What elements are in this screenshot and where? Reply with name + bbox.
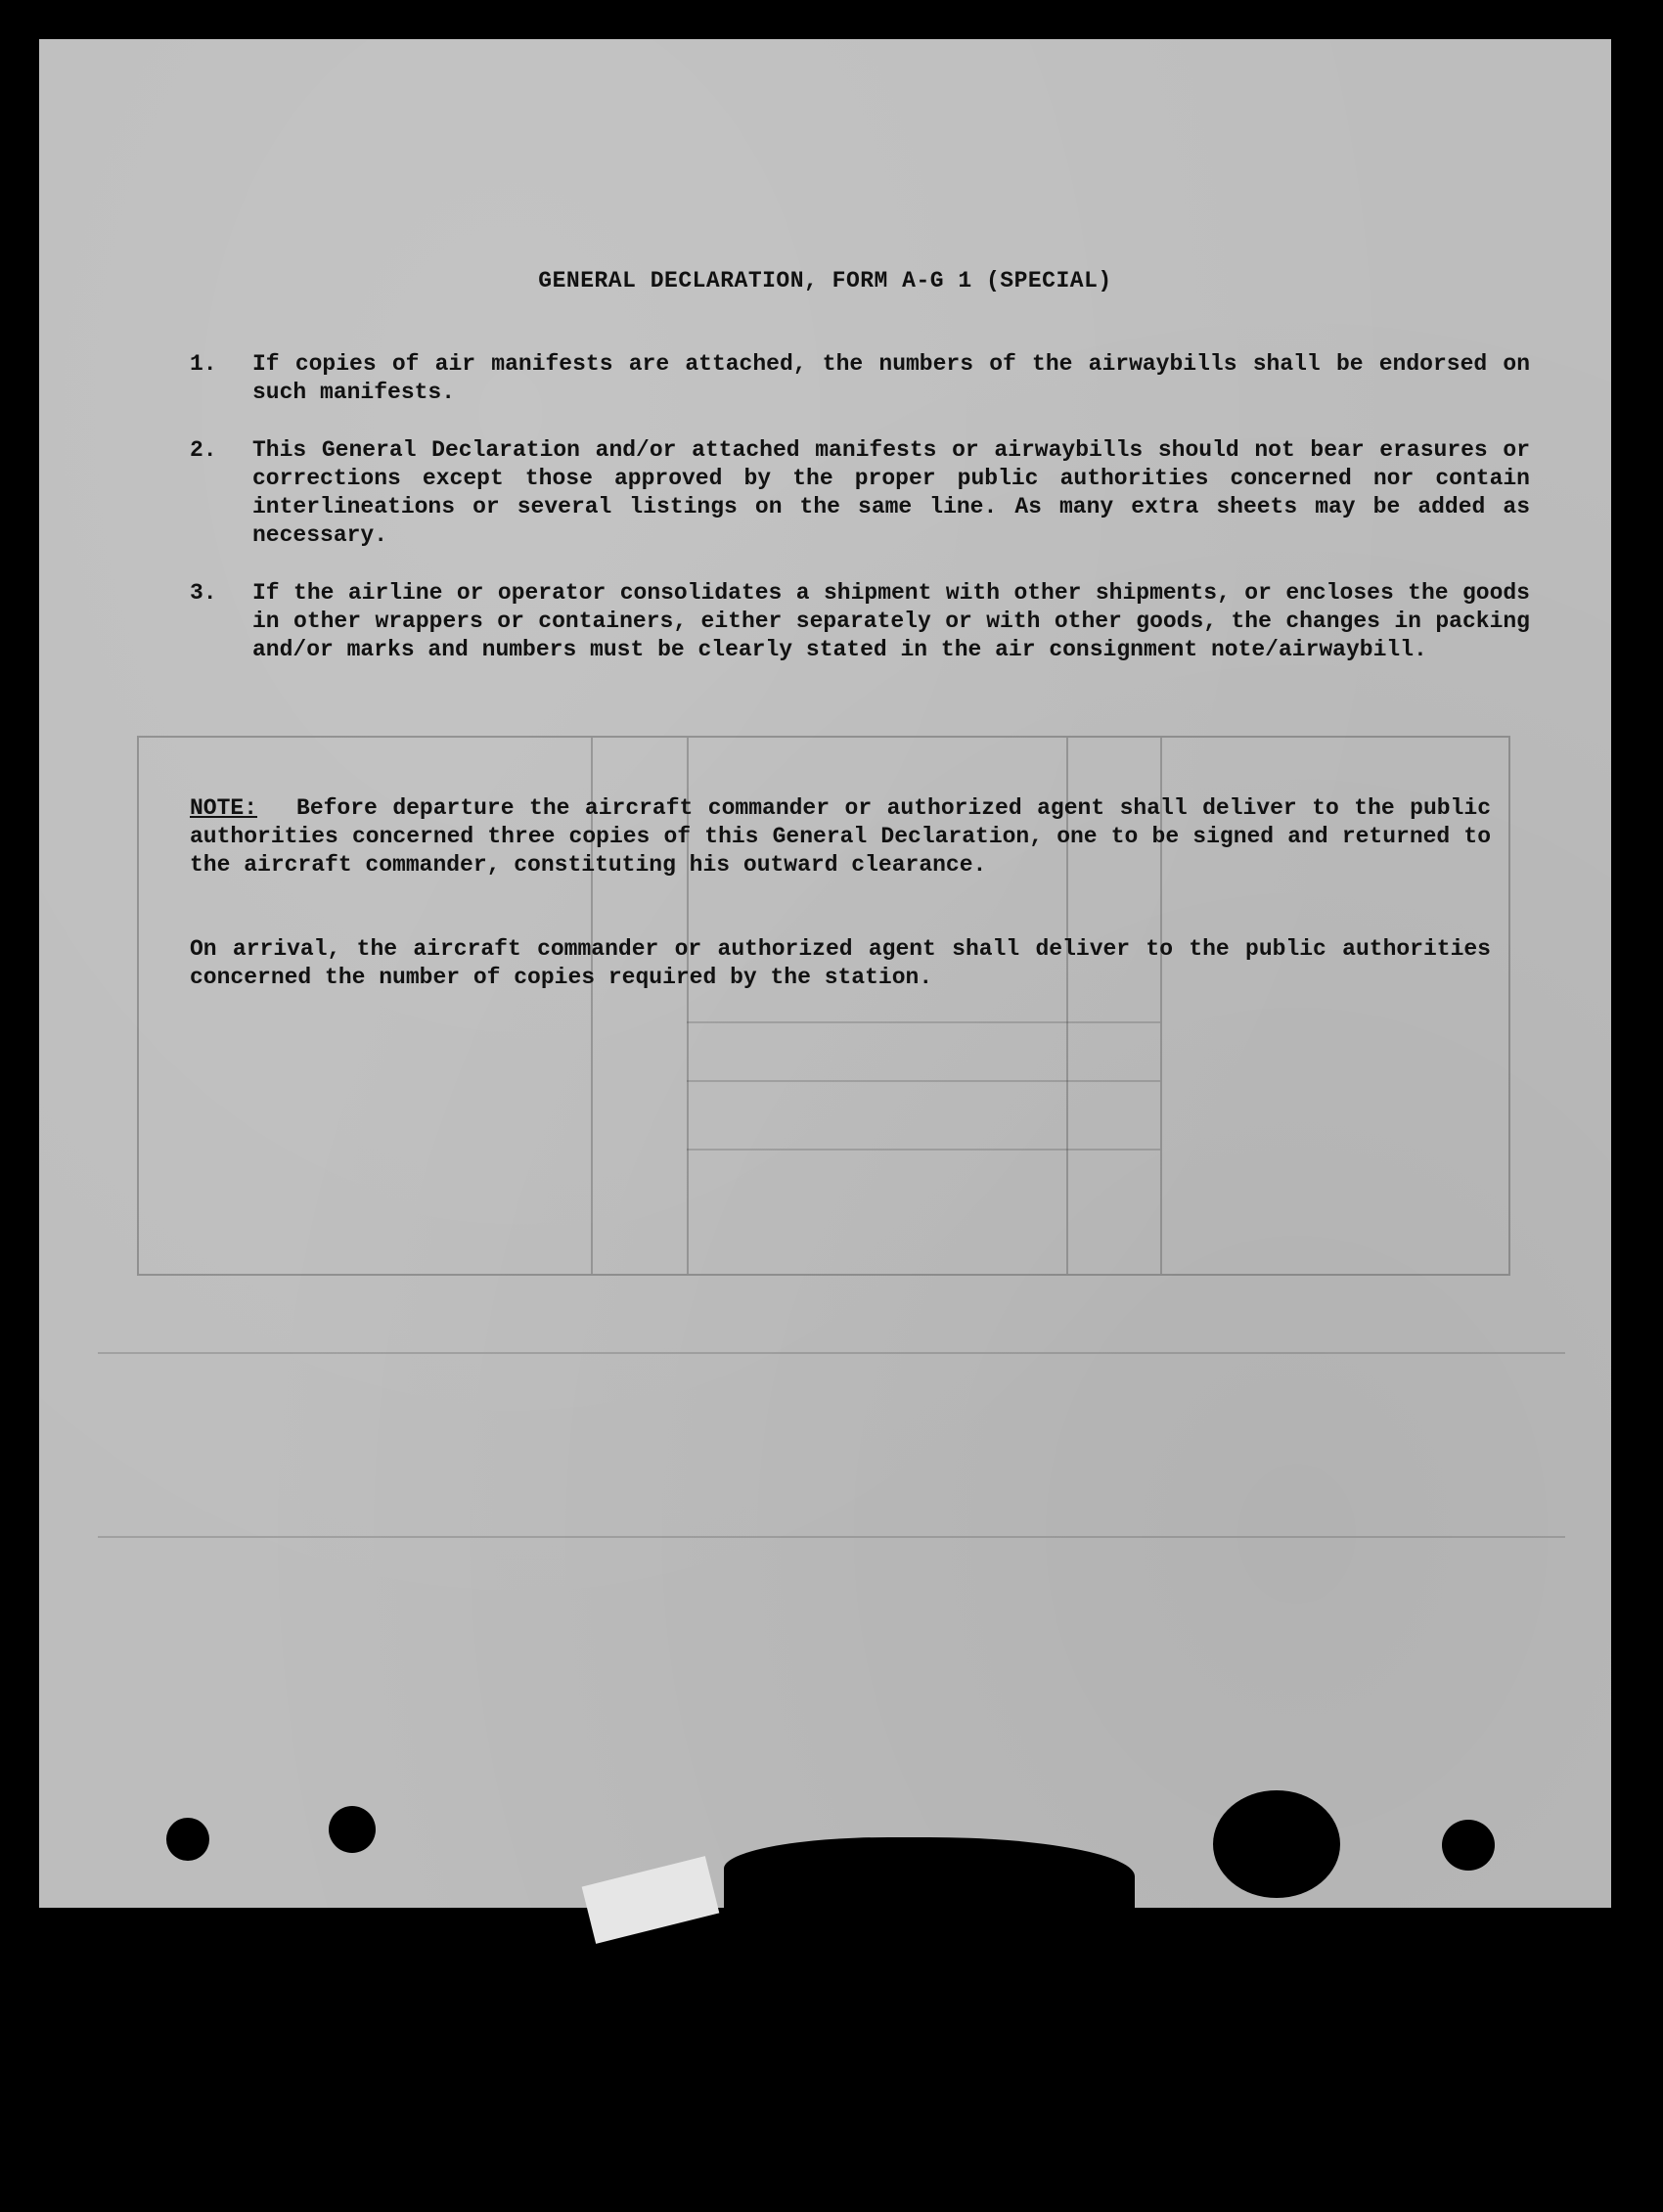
list-item: [190, 350, 1530, 407]
punch-hole: [1442, 1820, 1495, 1871]
item-text: If the airline or operator consolidates a shipment with other shipments, or encloses the goods in other wrappers or containers, either separately or with other goods, the changes in packing and/or marks and numbers must be clearly stated in the air consignment note/airwaybill.: [252, 580, 1530, 662]
bleed-through-line: [687, 1021, 1160, 1023]
bleed-through-line: [98, 1352, 1565, 1354]
note-text: Before departure the aircraft commander or authorized agent shall deliver to the public authorities concerned three copies of this General Declaration, one to be signed and returned to the aircraft commander, constituting his outward clearance.: [190, 795, 1491, 878]
document-page: [39, 39, 1611, 1908]
item-text: If copies of air manifests are attached, the numbers of the airwaybills shall be endorsed on such manifests.: [252, 351, 1530, 405]
paper-scrap: [582, 1856, 720, 1944]
punch-hole: [166, 1818, 209, 1861]
item-text: This General Declaration and/or attached manifests or airwaybills should not bear erasures or corrections except those approved by the proper public authorities concerned nor contain interlineations or several listings on the same line. As many extra sheets may be added as necessary.: [252, 437, 1530, 548]
list-item: [190, 436, 1530, 550]
bleed-through-line: [687, 1080, 1160, 1082]
torn-edge: [724, 1837, 1135, 1916]
instruction-list: [190, 350, 1530, 694]
bleed-through-line: [98, 1536, 1565, 1538]
item-number: 2.: [190, 437, 217, 463]
item-number: 3.: [190, 580, 217, 606]
arrival-paragraph: On arrival, the aircraft commander or authorized agent shall deliver to the public authorities concerned the number of copies required by the station.: [190, 936, 1491, 990]
document-title: GENERAL DECLARATION, FORM A-G 1 (SPECIAL): [538, 268, 1112, 293]
note-label: NOTE:: [190, 795, 258, 821]
torn-hole: [1213, 1790, 1340, 1898]
list-item: [190, 579, 1530, 664]
bleed-through-line: [687, 1149, 1160, 1151]
punch-hole: [329, 1806, 376, 1853]
item-number: 1.: [190, 351, 217, 377]
note-paragraph: [190, 794, 1491, 880]
